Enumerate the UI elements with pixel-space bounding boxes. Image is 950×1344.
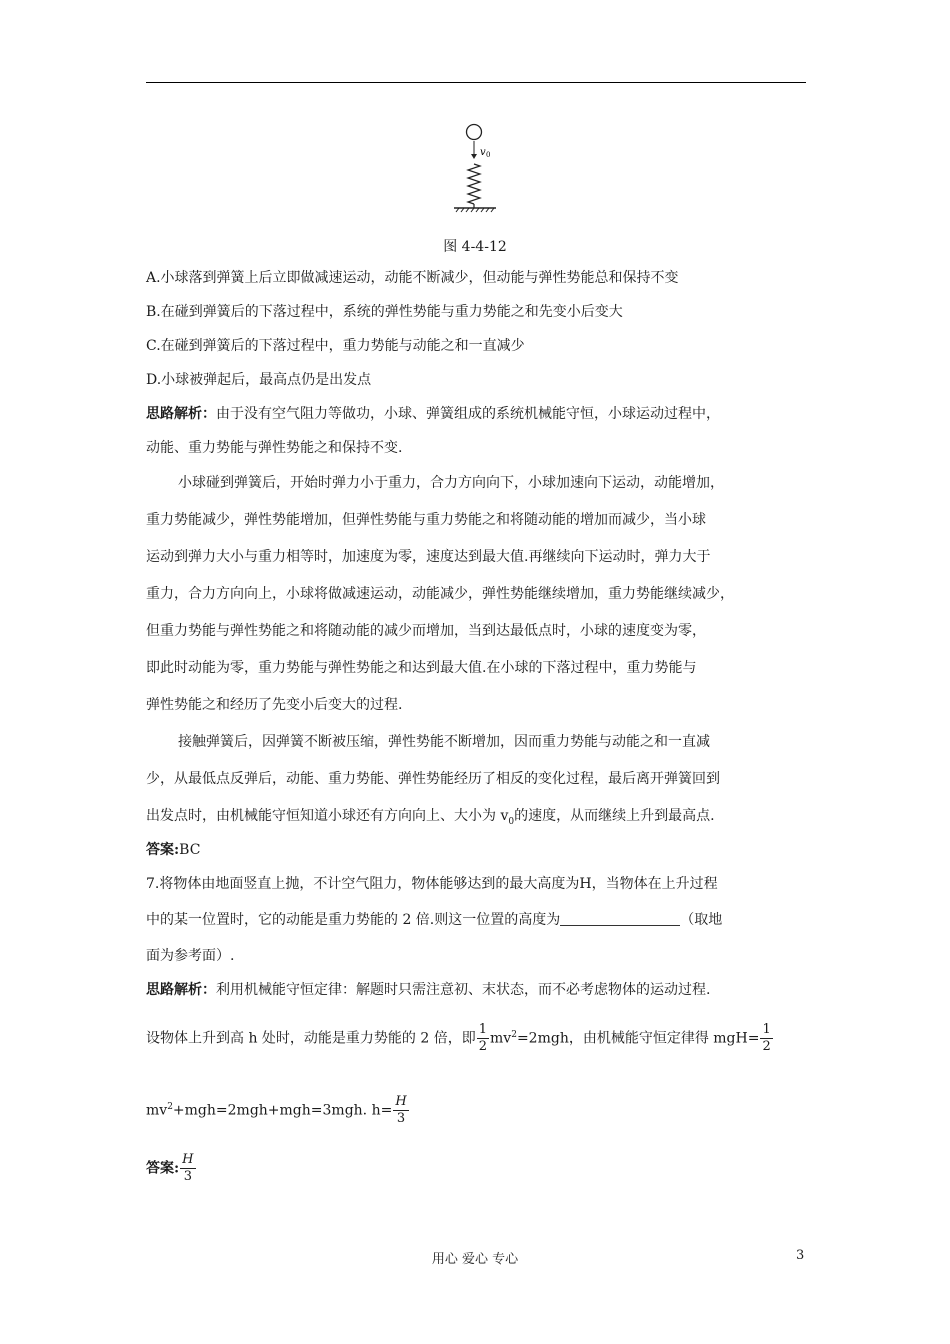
para2-line-1: 接触弹簧后，因弹簧不断被压缩，弹性势能不断增加，因而重力势能与动能之和一直减 xyxy=(178,734,710,750)
spring-ball-figure xyxy=(440,120,520,220)
velocity-label: v xyxy=(480,147,486,158)
para1-line-7: 弹性势能之和经历了先变小后变大的过程. xyxy=(146,697,403,713)
para1-line-1: 小球碰到弹簧后，开始时弹力小于重力，合力方向向下，小球加速向下运动，动能增加， xyxy=(178,475,724,491)
spring-diagram xyxy=(440,120,520,220)
para1-line-3: 运动到弹力大小与重力相等时，加速度为零，速度达到最大值.再继续向下运动时，弹力大于 xyxy=(146,549,711,565)
spring-coil xyxy=(468,164,480,204)
header-rule xyxy=(146,82,806,83)
analysis-label: 思路解析： xyxy=(146,406,216,422)
analysis2-line-3: $mv^2+mgh=2mgh+mgh=3mgh$. h= $\frac{H}{3}$ xyxy=(146,1094,407,1126)
answer-fraction: $\frac{H}{3}$ xyxy=(182,1152,194,1184)
answer-2: 答案: $\frac{H}{3}$ xyxy=(146,1152,194,1184)
option-a: A.小球落到弹簧上后立即做减速运动，动能不断减少，但动能与弹性势能总和保持不变 xyxy=(146,270,679,286)
figure-caption: 图 4-4-12 xyxy=(443,239,507,255)
answer-blank xyxy=(560,911,680,926)
para1-line-5: 但重力势能与弹性势能之和将随动能的减少而增加，当到达最低点时，小球的速度变为零， xyxy=(146,623,706,639)
para1-line-6: 即此时动能为零，重力势能与弹性势能之和达到最大值.在小球的下落过程中，重力势能与 xyxy=(146,660,697,676)
page-number: 3 xyxy=(796,1248,805,1263)
para1-line-4: 重力，合力方向向上，小球将做减速运动，动能减少，弹性势能继续增加，重力势能继续减少， xyxy=(146,586,734,602)
ball-icon xyxy=(467,125,482,140)
fraction-half: $\frac{1}{2}$ xyxy=(478,1022,488,1054)
velocity-subscript: 0 xyxy=(486,151,491,159)
fraction-h-over-3: $\frac{H}{3}$ xyxy=(395,1094,407,1126)
fraction-half-2: $\frac{1}{2}$ xyxy=(762,1022,771,1054)
analysis2-line-2: 设物体上升到高 h 处时，动能是重力势能的 2 倍，即 $\frac{1}{2}$ $mv^2=2mgh$，由机械能守恒定律得 mgH= $\frac{1}{2}$ xyxy=(146,1022,771,1054)
para1-line-2: 重力势能减少，弹性势能增加，但弹性势能与重力势能之和将随动能的增加而减少，当小球 xyxy=(146,512,706,528)
question-7-line-1: 7.将物体由地面竖直上抛，不计空气阻力，物体能够达到的最大高度为H，当物体在上升过程 xyxy=(146,876,718,892)
para2-line-3: 出发点时，由机械能守恒知道小球还有方向向上、大小为 $v_0$的速度，从而继续上升到最高点. xyxy=(146,808,715,827)
option-d: D.小球被弹起后，最高点仍是出发点 xyxy=(146,372,372,388)
analysis-line-1: 思路解析：由于没有空气阻力等做功，小球、弹簧组成的系统机械能守恒，小球运动过程中， xyxy=(146,406,720,422)
answer-1: 答案:BC xyxy=(146,842,201,858)
velocity-arrowhead xyxy=(471,154,477,159)
analysis2-line-1: 思路解析：利用机械能守恒定律：解题时只需注意初、末状态，而不必考虑物体的运动过程. xyxy=(146,982,711,998)
analysis-line-2: 动能、重力势能与弹性势能之和保持不变. xyxy=(146,440,403,456)
footer-text: 用心 爱心 专心 xyxy=(431,1252,519,1267)
question-7-line-3: 面为参考面）. xyxy=(146,948,235,964)
option-b: B.在碰到弹簧后的下落过程中，系统的弹性势能与重力势能之和先变小后变大 xyxy=(146,304,623,320)
question-7-line-2: 中的某一位置时，它的动能是重力势能的 2 倍.则这一位置的高度为 （取地 xyxy=(146,912,723,928)
para2-line-2: 少，从最低点反弹后，动能、重力势能、弹性势能经历了相反的变化过程，最后离开弹簧回到 xyxy=(146,771,720,787)
option-c: C.在碰到弹簧后的下落过程中，重力势能与动能之和一直减少 xyxy=(146,338,525,354)
